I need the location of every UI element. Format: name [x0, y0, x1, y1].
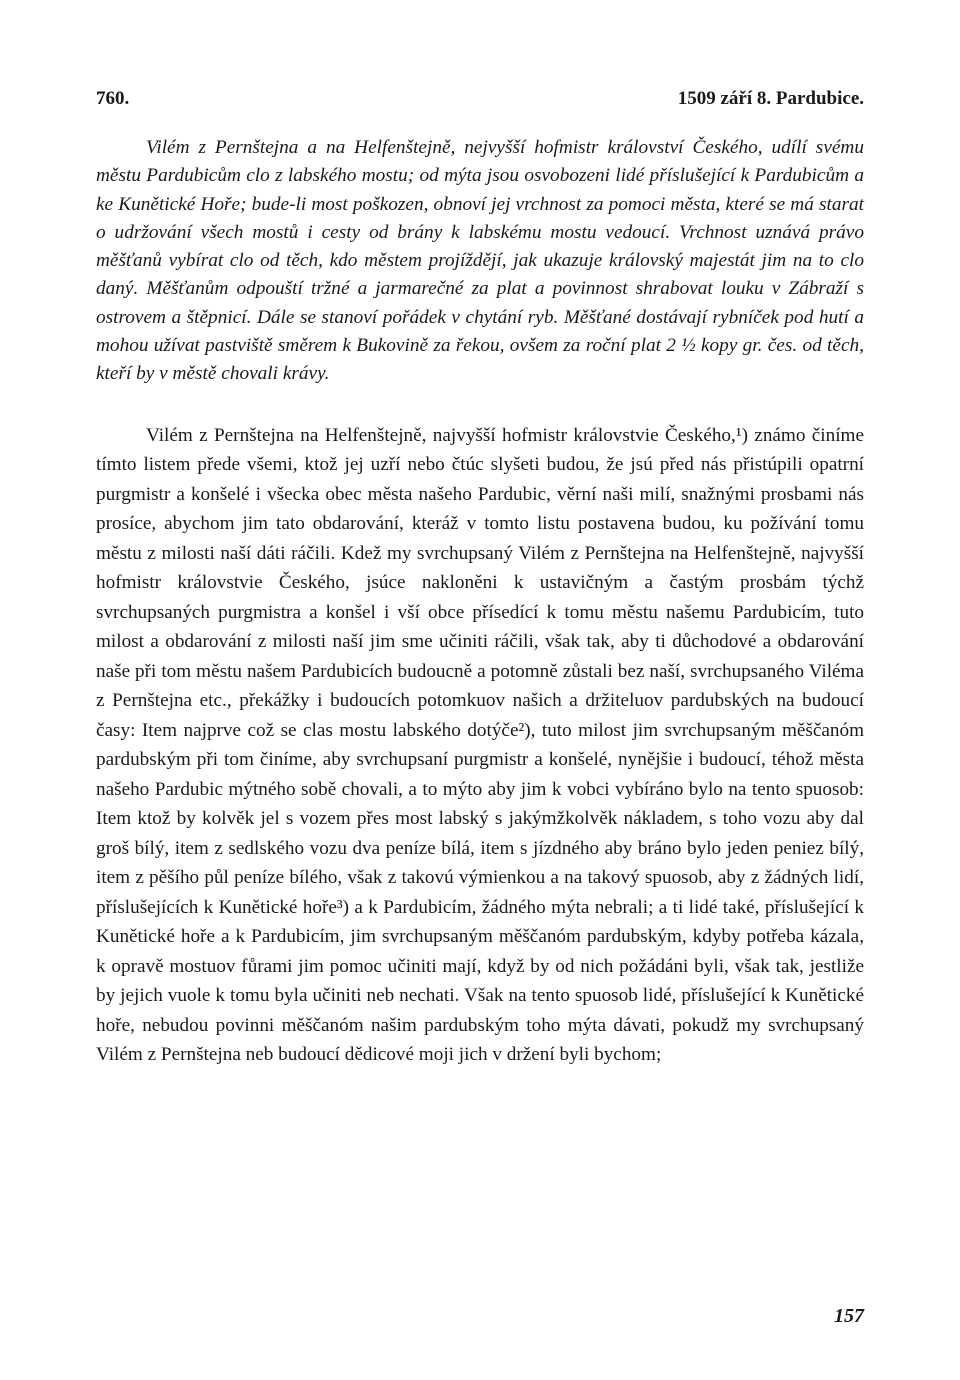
- body-paragraph: Vilém z Pernštejna na Helfenštejně, najvyšší hofmistr královstvie Českého,¹) známo činíme tímto listem přede všemi, ktož jej uzří nebo čtúc slyšeti budou, že jsú před nás přistúpili opatrní purgmistr a konšelé i všecka obec města našeho Pardubic, věrní naši milí, snažnými prosbami nás prosíce, abychom jim tato obdarování, kteráž v tomto listu postavena budou, ku požívání tomu městu z milosti naší dáti ráčili. Kdež my svrchupsaný Vilém z Pernštejna na Helfenštejně, najvyšší hofmistr královstvie Českého, jsúce nakloněni k ustavičným a častým prosbám týchž svrchupsaných purgmistra a konšel i vší obce přísedící k tomu městu našemu Pardubicím, tuto milost a obdarování z milosti naší jim sme učiniti ráčili, však tak, aby ti důchodové a obdarování naše při tom městu našem Pardubicích budoucně a potomně zůstali bez naší, svrchupsaného Viléma z Pernštejna etc., překážky i budoucích potomkuov našich a držiteluov pardubských na budoucí časy: Item najprve což se clas mostu labského dotýče²), tuto milost jim svrchupsaným měščanóm pardubským při tom činíme, aby svrchupsaní purgmistr a konšelé, nynějšie i budoucí, téhož města našeho Pardubic mýtného sobě chovali, a to mýto aby jim k vobci vybíráno bylo na tento spuosob: Item ktož by kolvěk jel s vozem přes most labský s jakýmžkolvěk nákladem, s toho vozu aby dal groš bílý, item z sedlského vozu dva peníze bílá, item s jízdného aby bráno bylo jeden peniez bílý, item z pěšího půl peníze bílého, však z takovú výmienkou a na takový spuosob, aby z žádných lidí, příslušejících k Kunětické hoře³) a k Pardubicím, žádného mýta nebrali; a ti lidé také, příslušející k Kunětické hoře a k Pardubicím, jim svrchupsaným měščanóm pardubským, kdyby potřeba kázala, k opravě mostuov fůrami jim pomoc učiniti mají, když by od nich požádáni byli, však tak, jestliže by jejich vuole k tomu byla učiniti neb nechati. Však na tento spuosob lidé, příslušející k Kunětické hoře, nebudou povinni měščanóm našim pardubským toho mýta dávati, pokudž my svrchupsaný Vilém z Pernštejna neb budoucí dědicové moji jich v držení byli bychom;: [96, 424, 864, 1066]
- header-date-place: 1509 září 8. Pardubice.: [677, 88, 864, 109]
- document-page: [96, 88, 864, 1328]
- page-header: [96, 88, 864, 124]
- footer-page-number: 157: [834, 1305, 864, 1327]
- regest-summary: [96, 134, 864, 389]
- regest-paragraph: Vilém z Pernštejna a na Helfenštejně, nejvyšší hofmistr království Českého, udílí svému městu Pardubicům clo z labského mostu; od mýta jsou osvobozeni lidé příslušející k Pardubicům a ke Kunětické Hoře; bude-li most poškozen, obnoví jej vrchnost za pomoci města, které se má starat o udržování všech mostů i cesty od brány k labskému mostu vedoucí. Vrchnost uznává právo měšťanů vybírat clo od těch, kdo městem projíždějí, jak ukazuje královský majestát jim na to clo daný. Měšťanům odpouští tržné a jarmarečné za plat a povinnost shrabovat louku v Zábraží s ostrovem a štěpnicí. Dále se stanoví pořádek v chytání ryb. Měšťané dostávají rybníček pod hutí a mohou užívat pastviště směrem k Bukovině za řekou, ovšem za roční plat 2 ½ kopy gr. čes. od těch, kteří by v městě chovali krávy.: [96, 137, 864, 385]
- document-body: [96, 421, 864, 1070]
- header-page-number: 760.: [96, 88, 130, 109]
